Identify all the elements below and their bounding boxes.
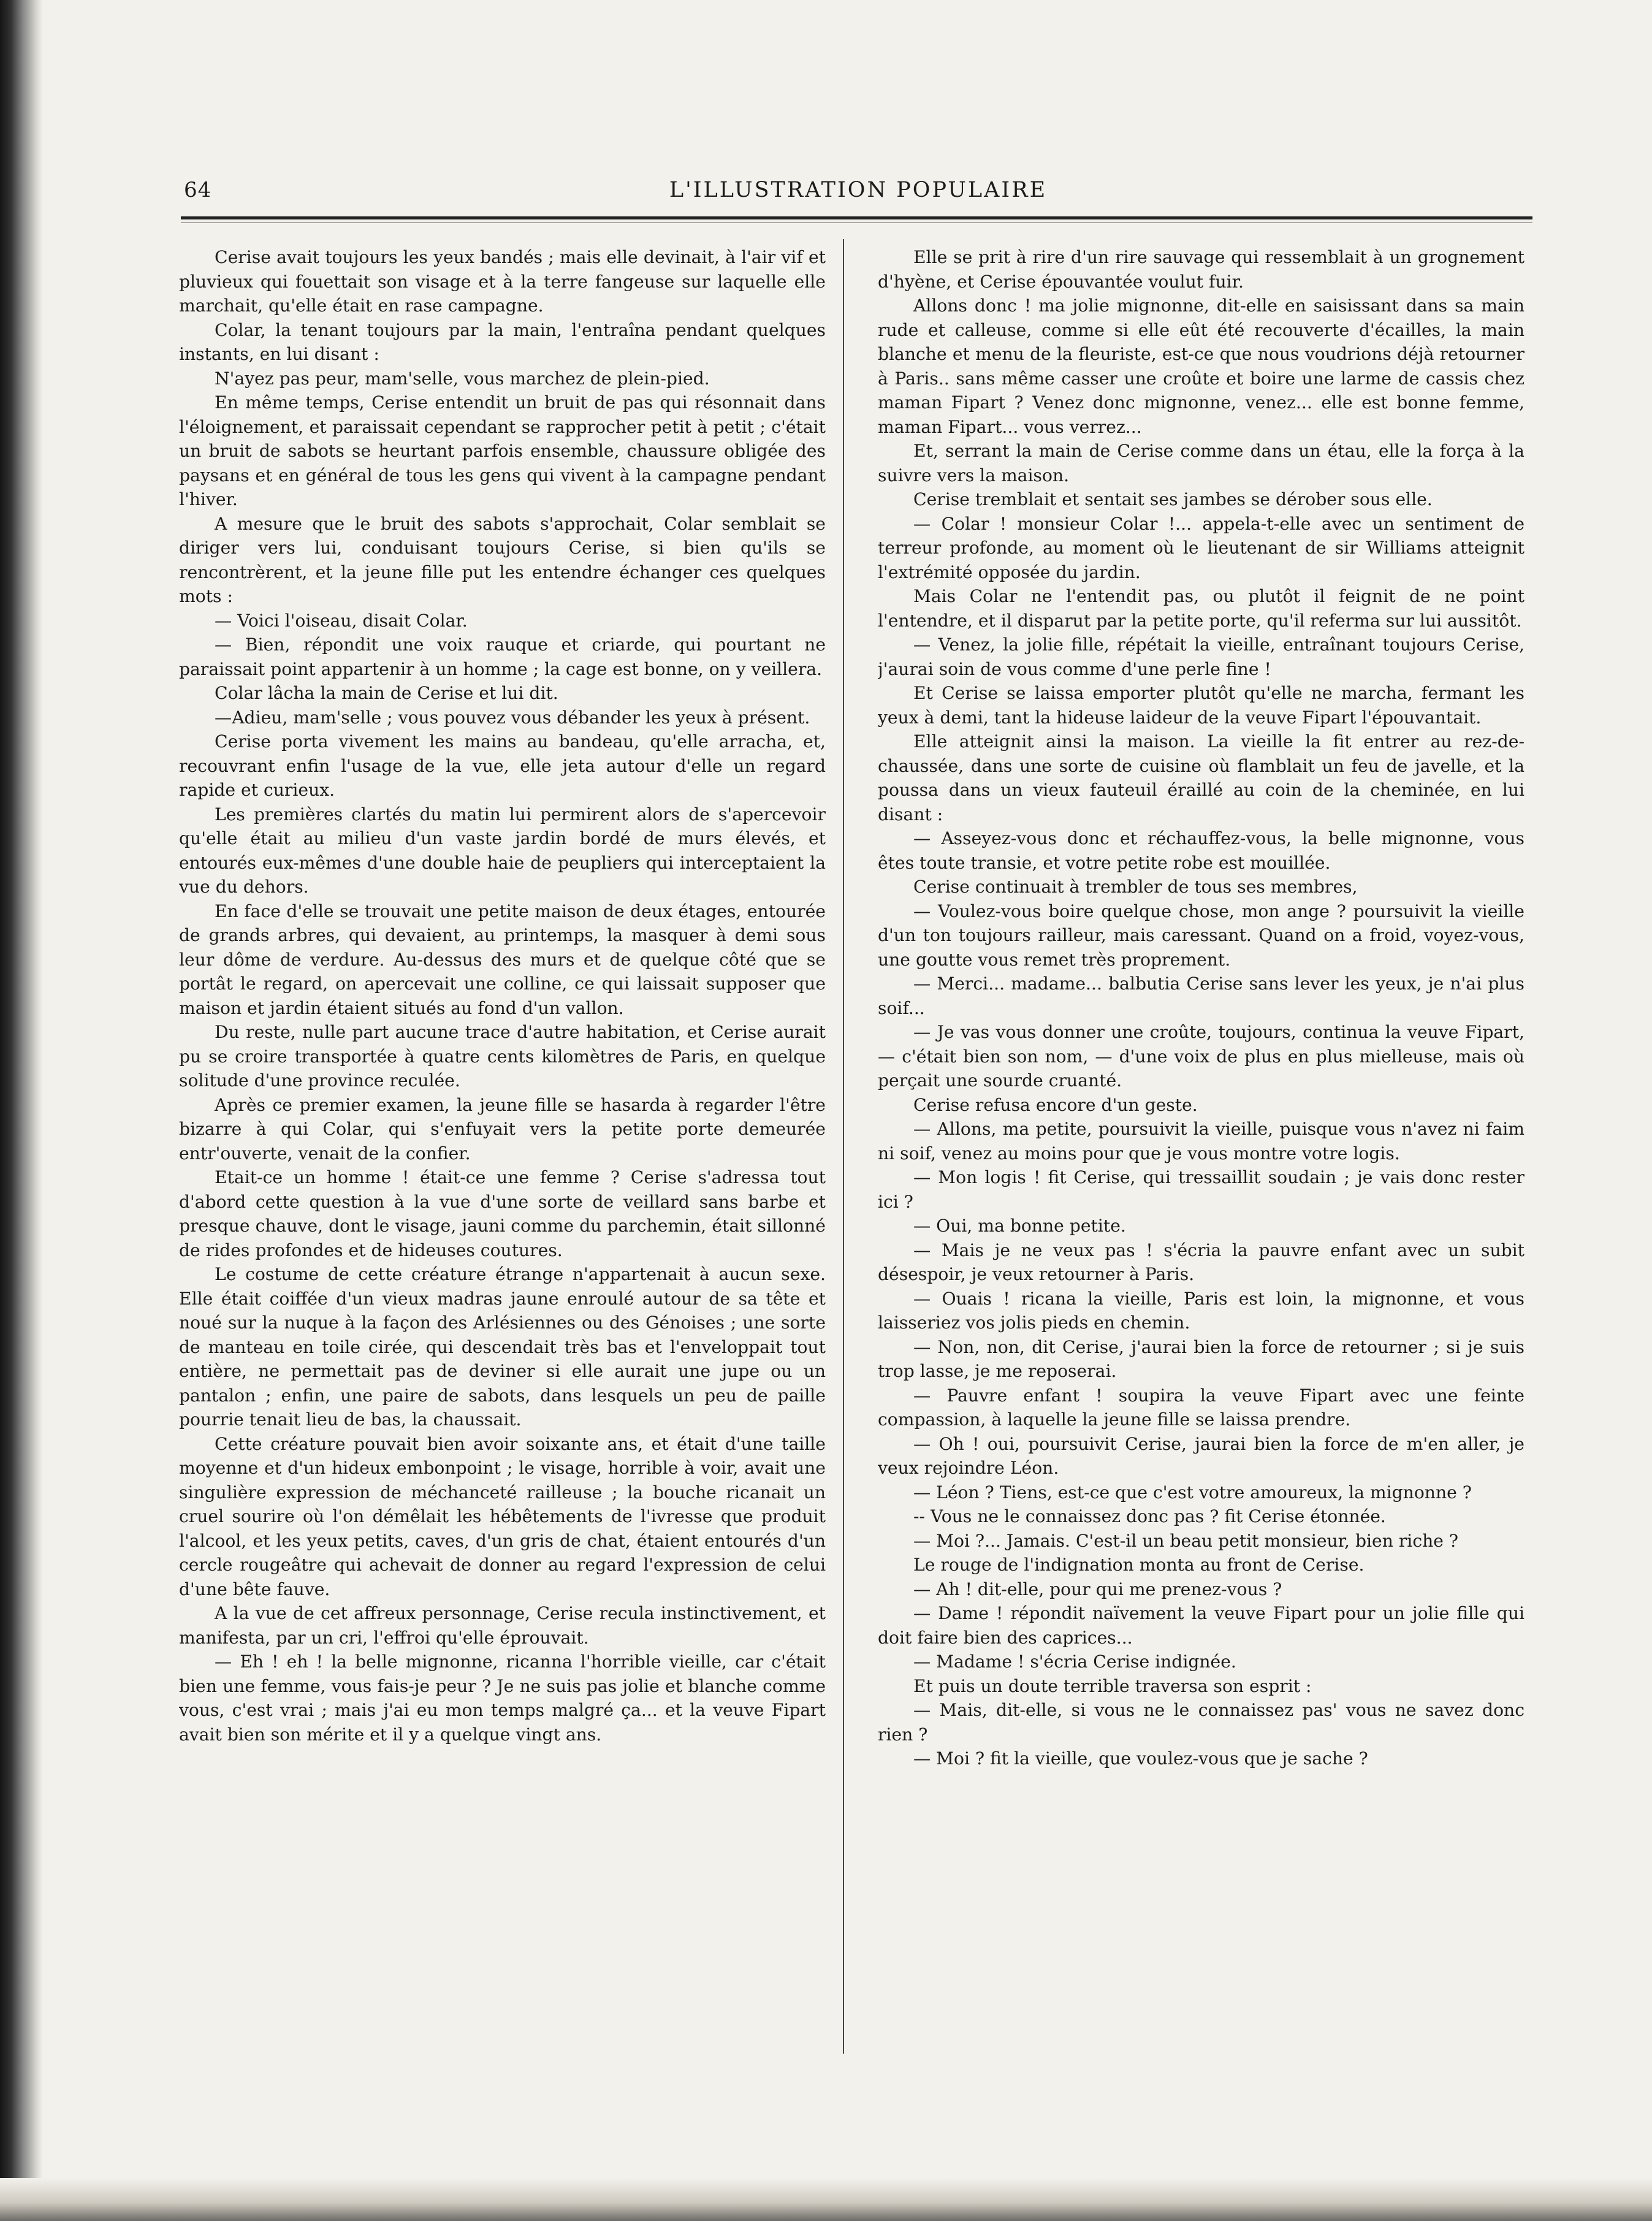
paragraph: — Pauvre enfant ! soupira la veuve Fipart avec une feinte compassion, à laquelle la jeune fille se laissa prendre. [878, 1385, 1524, 1430]
paragraph: — Bien, répondit une voix rauque et criarde, qui pourtant ne paraissait point appartenir à un homme ; la cage est bonne, on y veillera. [179, 634, 826, 679]
paragraph: Et puis un doute terrible traversa son esprit : [913, 1675, 1312, 1696]
paragraph: — Allons, ma petite, poursuivit la vieille, puisque vous n'avez ni faim ni soif, venez au moins pour que je vous montre votre logis. [878, 1119, 1524, 1164]
page-bottom-shadow [0, 2178, 1652, 2221]
paragraph: A mesure que le bruit des sabots s'approchait, Colar semblait se diriger vers lui, conduisant toujours Cerise, si bien qu'ils se rencontrèrent, et la jeune fille put les entendre échanger ces quelques mots : [179, 513, 826, 606]
paragraph: En même temps, Cerise entendit un bruit de pas qui résonnait dans l'éloignement, et paraissait cependant se rapprocher petit à petit ; c'était un bruit de sabots se heurtant parfois ensemble, chaussure obligée des paysans et en général de tous les gens qui vivent à la campagne pendant l'hiver. [179, 392, 826, 509]
paragraph: -- Vous ne le connaissez donc pas ? fit Cerise étonnée. [913, 1506, 1386, 1526]
paragraph: Du reste, nulle part aucune trace d'autre habitation, et Cerise aurait pu se croire transportée à quatre cents kilomètres de Paris, en quelque solitude d'une province reculée. [179, 1022, 826, 1091]
paragraph: — Mais je ne veux pas ! s'écria la pauvre enfant avec un subit désespoir, je veux retourner à Paris. [878, 1240, 1524, 1284]
paragraph: Après ce premier examen, la jeune fille se hasarda à regarder l'être bizarre à qui Colar, qui s'enfuyait vers la petite porte demeurée entr'ouverte, venait de la confier. [179, 1094, 826, 1164]
paragraph: Et, serrant la main de Cerise comme dans un étau, elle la força à la suivre vers la maison. [878, 441, 1524, 486]
right-column [878, 245, 1524, 2054]
paragraph: Cerise refusa encore d'un geste. [913, 1094, 1198, 1115]
paragraph: Et Cerise se laissa emporter plutôt qu'elle ne marcha, fermant les yeux à demi, tant la hideuse laideur de la veuve Fipart l'épouvantait. [878, 683, 1524, 728]
paragraph: — Mon logis ! fit Cerise, qui tressaillit soudain ; je vais donc rester ici ? [878, 1167, 1524, 1212]
paragraph: Cette créature pouvait bien avoir soixante ans, et était d'une taille moyenne et d'un hideux embonpoint ; le visage, horrible à voir, avait une singulière expression de méchanceté railleuse ; la bouche ricanait un cruel sourire où l'on démêlait les hébêtements de l'ivresse que produit l'alcool, et les yeux petits, caves, d'un gris de chat, étaient entourés d'un cercle rougeâtre qui achevait de donner au regard l'expression de celui d'une bête fauve. [179, 1433, 826, 1599]
paragraph: Le rouge de l'indignation monta au front de Cerise. [913, 1555, 1365, 1575]
paragraph: — Moi ?... Jamais. C'est-il un beau petit monsieur, bien riche ? [913, 1530, 1459, 1551]
page-number: 64 [184, 178, 212, 202]
paragraph: — Je vas vous donner une croûte, toujours, continua la veuve Fipart, — c'était bien son nom, — d'une voix de plus en plus mielleuse, mais où perçait une sourde cruanté. [878, 1022, 1524, 1091]
paragraph: — Voulez-vous boire quelque chose, mon ange ? poursuivit la vieille d'un ton toujours railleur, mais caressant. Quand on a froid, voyez-vous, une goutte vous remet très proprement. [878, 901, 1524, 970]
paragraph: Cerise continuait à trembler de tous ses membres, [913, 877, 1358, 897]
paragraph: — Ouais ! ricana la vieille, Paris est loin, la mignonne, et vous laisseriez vos jolis pieds en chemin. [878, 1288, 1524, 1333]
paragraph: — Eh ! eh ! la belle mignonne, ricanna l'horrible vieille, car c'était bien une femme, vous fais-je peur ? Je ne suis pas jolie et blanche comme vous, c'est vrai ; mais j'ai eu mon temps malgré ça... et la veuve Fipart avait bien son mérite et il y a quelque vingt ans. [179, 1651, 826, 1745]
paragraph: — Non, non, dit Cerise, j'aurai bien la force de retourner ; si je suis trop lasse, je me reposerai. [878, 1336, 1524, 1381]
left-column [179, 245, 826, 2054]
paragraph: — Voici l'oiseau, disait Colar. [215, 610, 468, 631]
paragraph: —Adieu, mam'selle ; vous pouvez vous débander les yeux à présent. [215, 707, 810, 728]
paragraph: Les premières clartés du matin lui permirent alors de s'apercevoir qu'elle était au milieu d'un vaste jardin bordé de murs élevés, et entourés eux-mêmes d'une double haie de peupliers qui interceptaient la vue du dehors. [179, 804, 826, 897]
paragraph: — Madame ! s'écria Cerise indignée. [913, 1651, 1236, 1672]
paragraph: — Dame ! répondit naïvement la veuve Fipart pour un jolie fille qui doit faire bien des caprices... [878, 1603, 1524, 1648]
paragraph: Colar lâcha la main de Cerise et lui dit. [215, 683, 558, 703]
paragraph: — Asseyez-vous donc et réchauffez-vous, la belle mignonne, vous êtes toute transie, et votre petite robe est mouillée. [878, 828, 1524, 873]
column-divider [843, 239, 844, 2054]
paragraph: Cerise porta vivement les mains au bandeau, qu'elle arracha, et, recouvrant enfin l'usage de la vue, elle jeta autour d'elle un regard rapide et curieux. [179, 731, 826, 800]
paragraph: A la vue de cet affreux personnage, Cerise recula instinctivement, et manifesta, par un cri, l'effroi qu'elle éprouvait. [179, 1603, 826, 1648]
paragraph: — Oh ! oui, poursuivit Cerise, jaurai bien la force de m'en aller, je veux rejoindre Léon. [878, 1433, 1524, 1478]
running-head: L'ILLUSTRATION POPULAIRE [669, 178, 1048, 202]
paragraph: Cerise tremblait et sentait ses jambes se dérober sous elle. [913, 489, 1433, 509]
paragraph: — Mais, dit-elle, si vous ne le connaissez pas' vous ne savez donc rien ? [878, 1700, 1524, 1745]
paragraph: Elle se prit à rire d'un rire sauvage qui ressemblait à un grognement d'hyène, et Cerise épouvantée voulut fuir. [878, 247, 1524, 292]
paragraph: — Ah ! dit-elle, pour qui me prenez-vous ? [913, 1579, 1282, 1599]
paragraph: Allons donc ! ma jolie mignonne, dit-elle en saisissant dans sa main rude et calleuse, comme si elle eût été recouverte d'écailles, la main blanche et menu de la fleuriste, est-ce que nous voudrions déjà retourner à Paris.. sans même casser une croûte et boire une larme de cassis chez maman Fipart ? Venez donc mignonne, venez... elle est bonne femme, maman Fipart... vous verrez... [878, 295, 1524, 437]
paragraph: — Merci... madame... balbutia Cerise sans lever les yeux, je n'ai plus soif... [878, 973, 1524, 1018]
header-rule [181, 216, 1532, 219]
paragraph: Colar, la tenant toujours par la main, l'entraîna pendant quelques instants, en lui disant : [179, 319, 826, 364]
paragraph: Le costume de cette créature étrange n'appartenait à aucun sexe. Elle était coiffée d'un vieux madras jaune enroulé autour de sa tête et noué sur la nuque à la façon des Arlésiennes ou des Génoises ; une sorte de manteau en toile cirée, qui descendait très bas et l'enveloppait tout entière, ne permettait pas de deviner si elle aurait une jupe ou un pantalon ; enfin, une paire de sabots, dans lesquels un peu de paille pourrie tenait lieu de bas, la chaussait. [179, 1264, 826, 1430]
paragraph: Mais Colar ne l'entendit pas, ou plutôt il feignit de ne point l'entendre, et il disparut par la petite porte, qu'il referma sur lui aussitôt. [878, 586, 1524, 631]
paragraph: — Moi ? fit la vieille, que voulez-vous que je sache ? [913, 1748, 1368, 1769]
paragraph: Elle atteignit ainsi la maison. La vieille la fit entrer au rez-de-chaussée, dans une sorte de cuisine où flamblait un feu de javelle, et la poussa dans un vieux fauteuil éraillé au coin de la cheminée, en lui disant : [878, 731, 1524, 825]
paragraph: — Colar ! monsieur Colar !... appela-t-elle avec un sentiment de terreur profonde, au moment où le lieutenant de sir Williams atteignit l'extrémité opposée du jardin. [878, 513, 1524, 582]
paragraph: — Léon ? Tiens, est-ce que c'est votre amoureux, la mignonne ? [913, 1482, 1472, 1503]
paragraph: Cerise avait toujours les yeux bandés ; mais elle devinait, à l'air vif et pluvieux qui fouettait son visage et à la terre fangeuse sur laquelle elle marchait, qu'elle était en rase campagne. [179, 247, 826, 316]
paragraph: Etait-ce un homme ! était-ce une femme ? Cerise s'adressa tout d'abord cette question à la vue d'une sorte de veillard sans barbe et presque chauve, dont le visage, jauni comme du parchemin, était sillonné de rides profondes et de hideuses coutures. [179, 1167, 826, 1260]
paragraph: N'ayez pas peur, mam'selle, vous marchez de plein-pied. [215, 368, 710, 389]
paragraph: En face d'elle se trouvait une petite maison de deux étages, entourée de grands arbres, qui devaient, au printemps, la masquer à demi sous leur dôme de verdure. Au-dessus des murs et de quelque côté que se portât le regard, on apercevait une colline, ce qui laissait supposer que maison et jardin étaient situés au fond d'un vallon. [179, 901, 826, 1018]
paragraph: — Venez, la jolie fille, répétait la vieille, entraînant toujours Cerise, j'aurai soin de vous comme d'une perle fine ! [878, 634, 1524, 679]
paragraph: — Oui, ma bonne petite. [913, 1216, 1126, 1236]
page-header [184, 178, 1532, 208]
page-edge-shadow [0, 0, 43, 2221]
